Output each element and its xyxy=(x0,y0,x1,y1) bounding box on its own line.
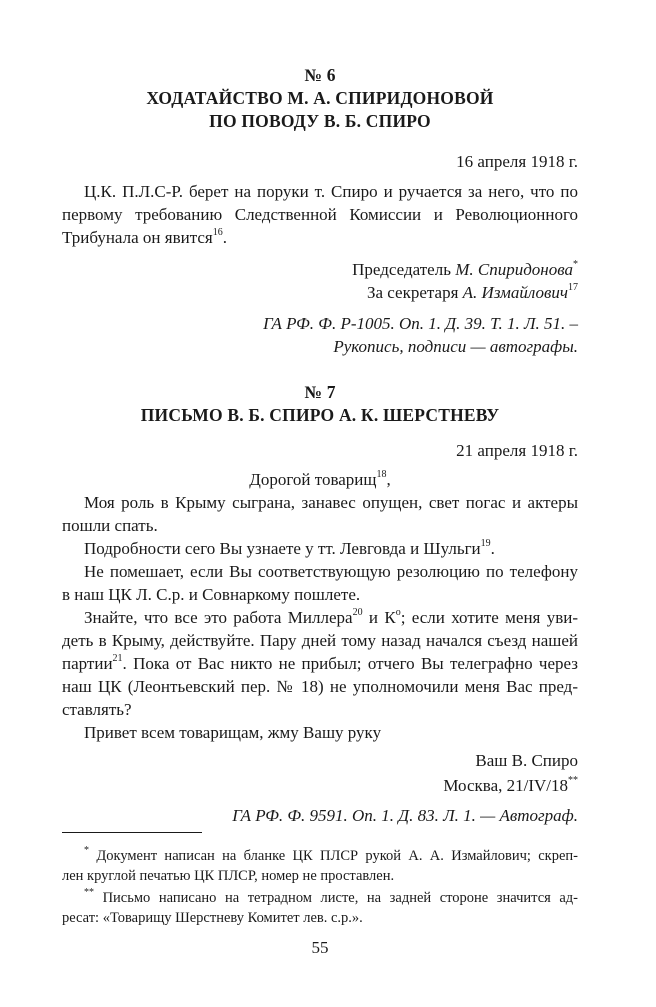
footnote-1-text1: Документ написан на бланке ЦК ПЛСР рукой А. А. Измайлович; скреп- xyxy=(96,848,579,864)
footnote-1-line1 xyxy=(62,846,578,866)
footnote-divider xyxy=(62,832,202,833)
doc7-greeting xyxy=(62,469,578,491)
doc7-p4-line1 xyxy=(62,607,578,629)
p4-text-a: Знайте, что все это работа Миллера xyxy=(84,608,353,627)
footnote-ref-19: 19 xyxy=(480,538,491,550)
sig-chair-label: Председатель xyxy=(352,260,456,279)
doc7-p4-line4: наш ЦК (Леонтьевский пер. № 18) не уполномочили меня Вас пред- xyxy=(62,677,578,696)
footnote-1-line2: лен круглой печатью ЦК ПЛСР, номер не проставлен. xyxy=(62,868,395,884)
doc6-body-line3: Трибунала он явится$^{16}$. xyxy=(62,227,227,247)
doc7-number: № 7 xyxy=(304,382,336,402)
p4-text-e: . Пока от Вас никто не прибыл; отчего Вы телеграфно через xyxy=(122,654,578,673)
footnote-ref-18: 18 xyxy=(376,469,387,481)
doc7-p4-line3 xyxy=(62,653,578,675)
p4-superscript-o: о xyxy=(395,607,401,619)
doc7-p4-line2: деть в Крыму, действуйте. Пару дней тому назад начался съезд нашей xyxy=(62,631,578,650)
footnote-2-text1: Письмо написано на тетрадном листе, на задней стороне значится ад- xyxy=(102,890,579,906)
footnote-ref-21: 21 xyxy=(112,653,123,665)
doc6-signature-secretary xyxy=(62,282,578,304)
footnote-2-line1 xyxy=(62,888,578,908)
footnote-mark-double-star: ** xyxy=(568,775,578,787)
sig-secretary-label: За секретаря xyxy=(366,283,463,302)
p2-text: Подробности сего Вы узнаете у тт. Левговда и Шульги xyxy=(84,539,481,558)
doc6-title-line2: ПО ПОВОДУ В. Б. СПИРО xyxy=(209,111,431,131)
greeting-text: Дорогой товарищ xyxy=(249,470,377,489)
doc7-p4-line5: ставлять? xyxy=(62,700,132,719)
sig-secretary-name: А. Измайлович xyxy=(462,283,568,302)
doc6-archive-line1 xyxy=(62,313,578,335)
p4-text-c: ; если хотите меня уви- xyxy=(400,608,579,627)
doc6-archive-text2: Рукопись, подписи — автографы. xyxy=(333,337,578,356)
doc7-p3-line2: в наш ЦК Л. С.р. и Совнаркому пошлете. xyxy=(62,585,361,604)
doc6-archive-line2 xyxy=(62,336,578,358)
doc7-p1-line2: пошли спать. xyxy=(62,516,158,535)
doc7-p5: Привет всем товарищам, жму Вашу руку xyxy=(84,723,382,742)
doc7-p1-line1: Моя роль в Крыму сыграна, занавес опущен, свет погас и актеры xyxy=(84,493,578,512)
doc6-signature-chair xyxy=(62,259,578,281)
doc7-title: ПИСЬМО В. Б. СПИРО А. К. ШЕРСТНЕВУ xyxy=(140,405,500,425)
greeting-comma: , xyxy=(386,470,391,489)
doc7-archive xyxy=(62,805,578,827)
footnote-ref-16: 16 xyxy=(212,227,223,239)
doc7-signature: Ваш В. Спиро xyxy=(475,751,578,770)
doc6-archive-text1: ГА РФ. Ф. Р-1005. Оп. 1. Д. 39. Т. 1. Л. 51. – xyxy=(263,314,578,333)
doc7-archive-text: ГА РФ. Ф. 9591. Оп. 1. Д. 83. Л. 1. — Автограф. xyxy=(232,806,578,825)
doc7-date: 21 апреля 1918 г. xyxy=(456,441,578,460)
footnote-1-mark: * xyxy=(84,845,89,857)
p4-text-b: и К xyxy=(362,608,396,627)
footnote-ref-17: 17 xyxy=(568,282,578,294)
sig-chair-name: М. Спиридонова xyxy=(455,260,573,279)
doc7-p2 xyxy=(62,538,600,560)
doc6-body-line1: Ц.К. П.Л.С-Р. берет на поруки т. Спиро и ручается за него, что по xyxy=(84,182,578,201)
doc6-body-line2: первому требованию Следственной Комиссии и Революционного xyxy=(62,205,578,224)
p2-end: . xyxy=(490,539,495,558)
doc6-date: 16 апреля 1918 г. xyxy=(456,152,578,171)
page xyxy=(62,0,578,1007)
doc6-title-line1: ХОДАТАЙСТВО М. А. СПИРИДОНОВОЙ xyxy=(146,88,494,108)
page-number: 55 xyxy=(311,938,329,957)
doc7-place-date xyxy=(62,775,578,797)
footnote-ref-20: 20 xyxy=(352,607,363,619)
doc7-p3-line1: Не помешает, если Вы соответствующую резолюцию по телефону xyxy=(84,562,578,581)
doc6-body-text: Трибунала он явится xyxy=(62,228,213,247)
footnote-mark-star: * xyxy=(573,259,578,271)
p4-text-d: партии xyxy=(62,654,113,673)
doc6-number: № 6 xyxy=(304,65,336,85)
footnote-2-line2: ресат: «Товарищу Шерстневу Комитет лев. с.р.». xyxy=(62,910,363,926)
place-date-text: Москва, 21/IV/18 xyxy=(443,776,568,795)
footnote-2-mark: ** xyxy=(84,887,94,899)
